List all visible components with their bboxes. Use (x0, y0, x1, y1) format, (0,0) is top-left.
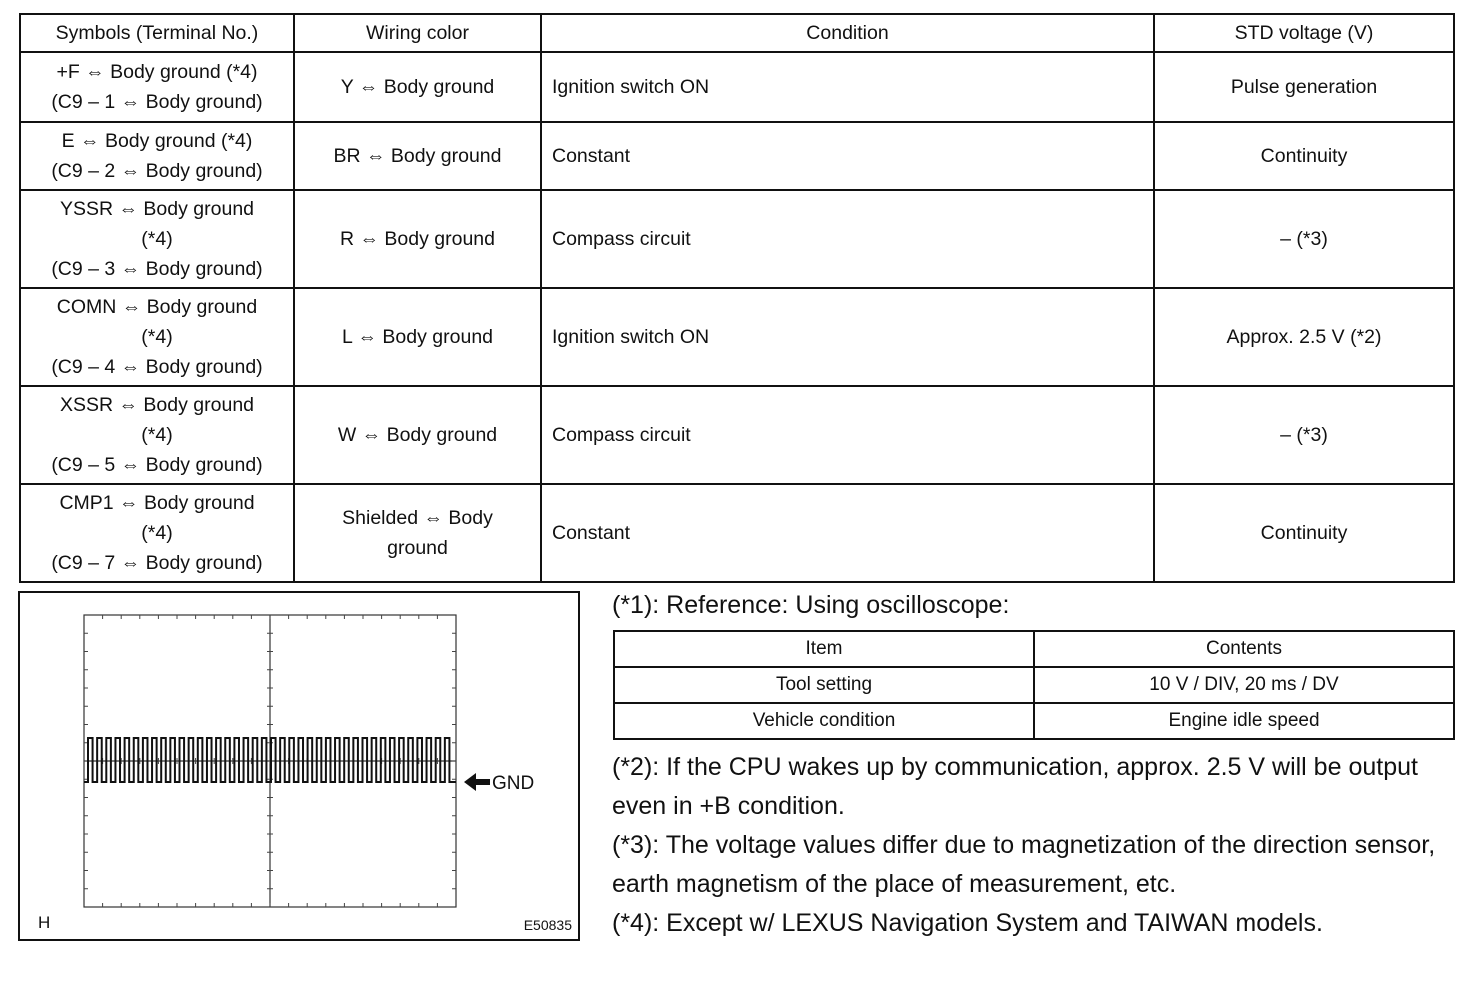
symbol-line: (*4) (141, 424, 173, 446)
condition-cell: Constant (541, 122, 1154, 190)
figure-id: E50835 (523, 917, 572, 933)
symbol-cell (20, 288, 294, 386)
symbol-line: (*4) (141, 522, 173, 544)
wiring-line: R ⇔ Body ground (339, 228, 495, 250)
wiring-cell (294, 122, 541, 190)
symbol-line: (C9 – 2 ⇔ Body ground) (51, 160, 263, 182)
wiring-line: W ⇔ Body ground (337, 424, 498, 446)
symbol-line: +F ⇔ Body ground (*4) (56, 61, 258, 83)
condition-cell: Ignition switch ON (541, 52, 1154, 122)
voltage-cell: – (*3) (1154, 190, 1454, 288)
wiring-cell (294, 288, 541, 386)
ref-row (614, 667, 1454, 703)
table-row (20, 484, 1454, 582)
ref-header-contents: Contents (1034, 631, 1454, 667)
symbol-line: (C9 – 7 ⇔ Body ground) (51, 552, 263, 574)
ref-item-cell: Vehicle condition (614, 703, 1034, 739)
reference-title: (*1): Reference: Using oscilloscope: (612, 591, 1010, 619)
table-row (20, 288, 1454, 386)
symbol-line: (*4) (141, 326, 173, 348)
ref-header-row (614, 631, 1454, 667)
symbol-line: (C9 – 1 ⇔ Body ground) (51, 91, 263, 113)
terminal-voltage-table (19, 13, 1455, 583)
header-wiring-color: Wiring color (294, 14, 541, 52)
wiring-cell (294, 386, 541, 484)
condition-cell: Compass circuit (541, 386, 1154, 484)
table-row (20, 190, 1454, 288)
symbol-line: E ⇔ Body ground (*4) (61, 130, 253, 152)
footnote-3: (*3): The voltage values differ due to magnetization of the direction sensor, earth magnetism of the place of measurement, etc. (612, 831, 1436, 898)
wiring-line: ground (387, 537, 448, 559)
wiring-line: Y ⇔ Body ground (340, 76, 495, 98)
symbol-line: YSSR ⇔ Body ground (59, 198, 255, 220)
ref-header-item: Item (614, 631, 1034, 667)
header-symbols: Symbols (Terminal No.) (20, 14, 294, 52)
wiring-cell (294, 52, 541, 122)
table-row (20, 386, 1454, 484)
condition-cell: Constant (541, 484, 1154, 582)
symbol-line: (*4) (141, 228, 173, 250)
condition-cell: Ignition switch ON (541, 288, 1154, 386)
symbol-line: (C9 – 5 ⇔ Body ground) (51, 454, 263, 476)
voltage-cell: Approx. 2.5 V (*2) (1154, 288, 1454, 386)
oscilloscope-reference-table (613, 630, 1455, 740)
table-row (20, 52, 1454, 122)
gnd-arrow-icon (464, 773, 490, 791)
table-row (20, 122, 1454, 190)
wiring-line: L ⇔ Body ground (341, 326, 494, 348)
table-header-row (20, 14, 1454, 52)
condition-cell: Compass circuit (541, 190, 1154, 288)
symbol-cell (20, 484, 294, 582)
ref-contents-cell: 10 V / DIV, 20 ms / DV (1034, 667, 1454, 703)
header-std-voltage: STD voltage (V) (1154, 14, 1454, 52)
oscilloscope-waveform (20, 593, 577, 938)
symbol-cell (20, 52, 294, 122)
ref-row (614, 703, 1454, 739)
gnd-label: GND (492, 773, 535, 794)
symbol-cell (20, 386, 294, 484)
footnotes (612, 748, 1457, 943)
footnote-2: (*2): If the CPU wakes up by communication, approx. 2.5 V will be output even in +B condition. (612, 753, 1418, 820)
voltage-cell: Continuity (1154, 484, 1454, 582)
wiring-line: Shielded ⇔ Body (342, 507, 493, 529)
voltage-cell: Pulse generation (1154, 52, 1454, 122)
header-condition: Condition (541, 14, 1154, 52)
symbol-line: (C9 – 3 ⇔ Body ground) (51, 258, 263, 280)
symbol-line: COMN ⇔ Body ground (56, 296, 258, 318)
symbol-line: (C9 – 4 ⇔ Body ground) (51, 356, 263, 378)
oscilloscope-figure (18, 591, 580, 941)
symbol-line: XSSR ⇔ Body ground (59, 394, 255, 416)
wiring-cell (294, 190, 541, 288)
figure-corner-label: H (38, 913, 51, 932)
ref-contents-cell: Engine idle speed (1034, 703, 1454, 739)
wiring-line: BR ⇔ Body ground (333, 145, 502, 167)
symbol-cell (20, 190, 294, 288)
ref-item-cell: Tool setting (614, 667, 1034, 703)
wiring-cell (294, 484, 541, 582)
symbol-line: CMP1 ⇔ Body ground (59, 492, 255, 514)
voltage-cell: – (*3) (1154, 386, 1454, 484)
footnote-4: (*4): Except w/ LEXUS Navigation System and TAIWAN models. (612, 909, 1323, 937)
symbol-cell (20, 122, 294, 190)
voltage-cell: Continuity (1154, 122, 1454, 190)
